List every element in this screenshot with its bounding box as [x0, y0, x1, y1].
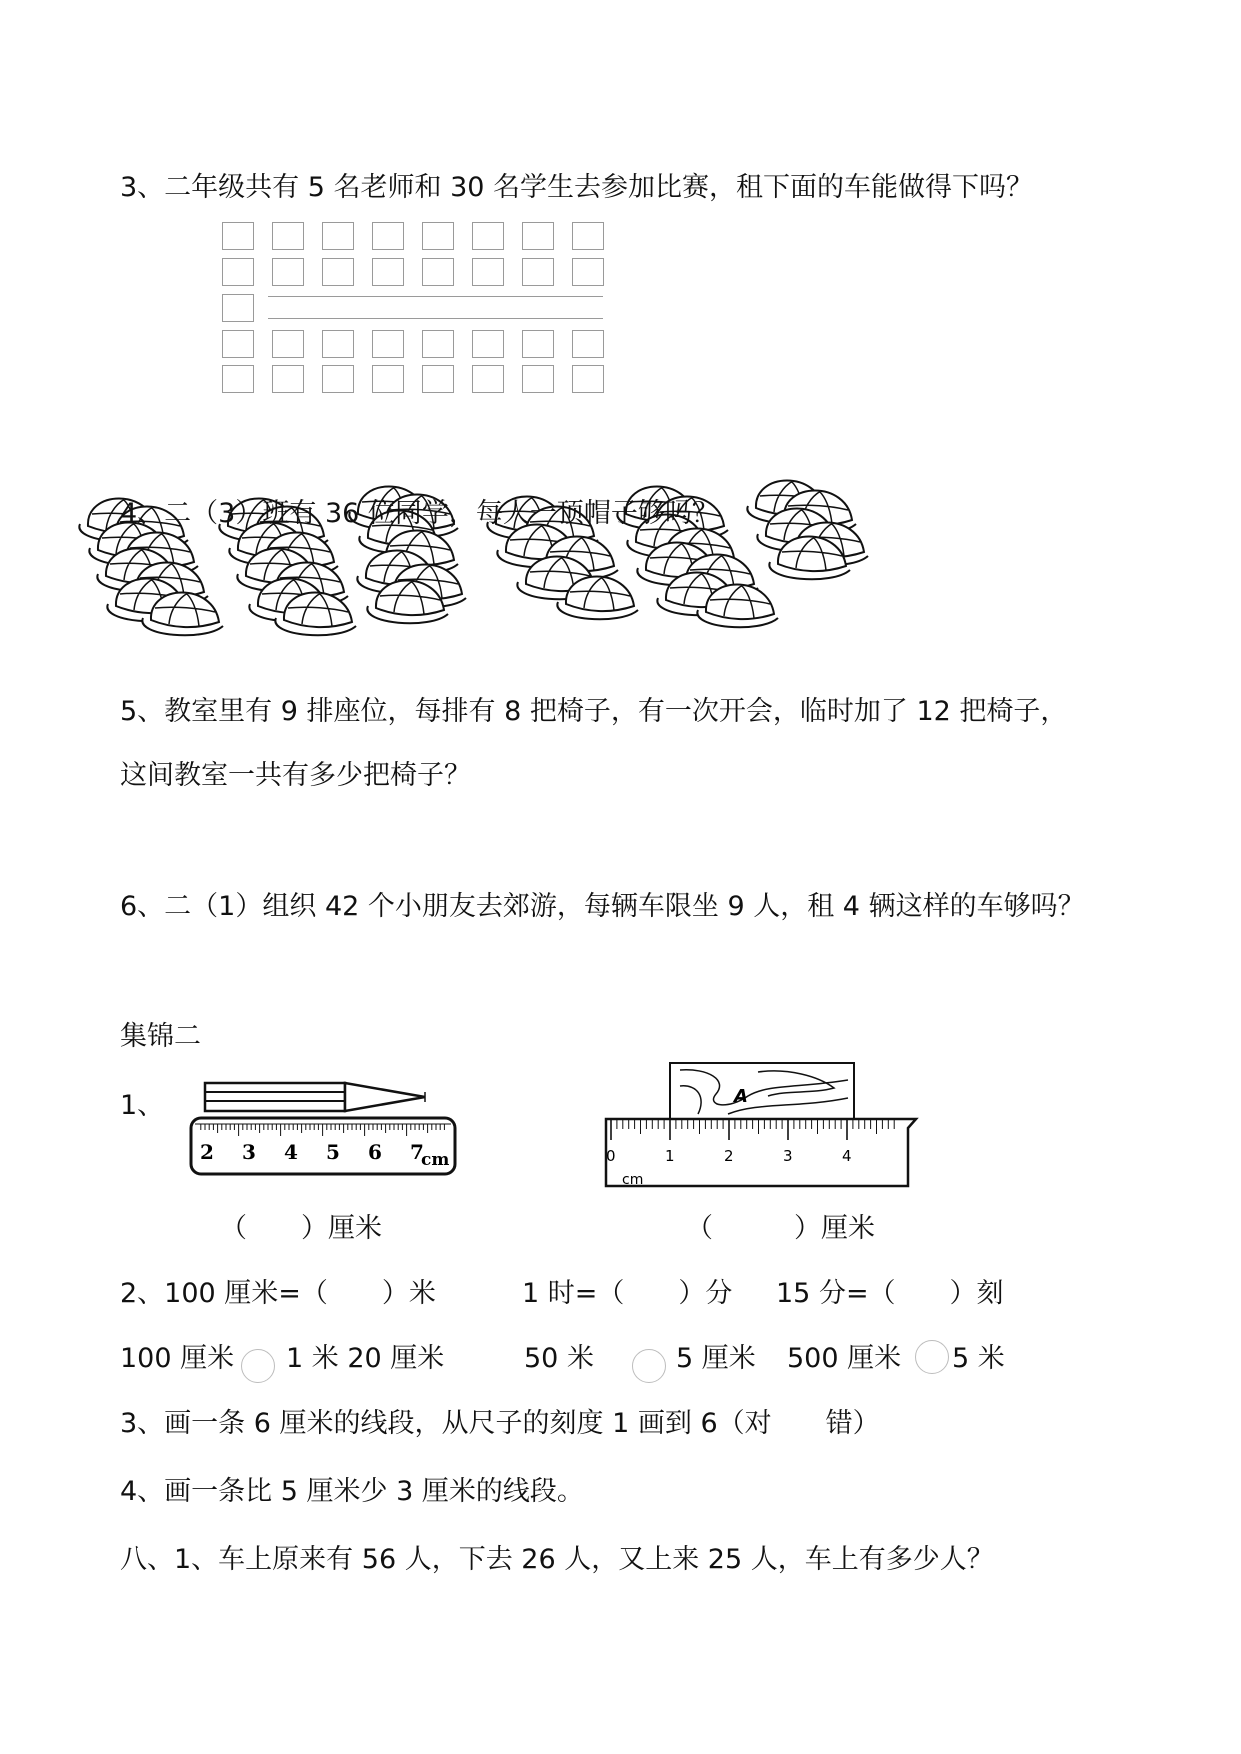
- compare-1-right: 1 米 20 厘米: [286, 1343, 445, 1374]
- seat-box: [422, 222, 454, 250]
- question-3: 3、二年级共有 5 名老师和 30 名学生去参加比赛，租下面的车能做得下吗？: [120, 172, 1034, 203]
- compare-3-right: 5 米: [952, 1343, 1005, 1374]
- seat-box: [422, 258, 454, 286]
- s2-question-2-a: 2、100 厘米=（ ）米: [120, 1278, 436, 1309]
- seat-box: [322, 365, 354, 393]
- seat-box: [272, 258, 304, 286]
- ruler-1-tick-label: 2: [200, 1140, 214, 1164]
- seat-box: [572, 330, 604, 358]
- ruler-1-tick-label: 6: [368, 1140, 382, 1164]
- compare-3-left: 500 厘米: [787, 1343, 902, 1374]
- seat-box: [522, 330, 554, 358]
- s2-question-1-label: 1、: [120, 1090, 165, 1121]
- ruler-2-tick-label: 2: [724, 1147, 734, 1165]
- section-2-title: 集锦二: [120, 1021, 201, 1052]
- compare-2-left: 50 米: [524, 1343, 594, 1374]
- compare-2-right: 5 厘米: [676, 1343, 756, 1374]
- seat-box: [222, 365, 254, 393]
- seat-box: [322, 258, 354, 286]
- ruler-1-tick-label: 4: [284, 1140, 298, 1164]
- seat-box: [272, 222, 304, 250]
- seat-box: [322, 222, 354, 250]
- question-5-line-1: 5、教室里有 9 排座位，每排有 8 把椅子，有一次开会，临时加了 12 把椅子，: [120, 696, 1068, 727]
- seat-box: [572, 365, 604, 393]
- seat-box: [372, 330, 404, 358]
- seat-box: [522, 258, 554, 286]
- compare-2-circle[interactable]: [632, 1349, 666, 1383]
- answer-1-blank[interactable]: （ ）厘米: [220, 1213, 382, 1244]
- s2-question-3: 3、画一条 6 厘米的线段，从尺子的刻度 1 画到 6（对 错）: [120, 1408, 880, 1439]
- seat-box: [272, 330, 304, 358]
- part-8-question-1: 八、1、车上原来有 56 人，下去 26 人，又上来 25 人，车上有多少人？: [120, 1544, 994, 1575]
- ruler-2-tick-label: 0: [606, 1147, 616, 1165]
- compare-3-circle[interactable]: [915, 1340, 949, 1374]
- ruler-1-unit: cm: [421, 1150, 450, 1170]
- seat-box: [222, 330, 254, 358]
- seat-box: [322, 330, 354, 358]
- seat-box: [272, 365, 304, 393]
- seat-box: [372, 365, 404, 393]
- s2-question-4: 4、画一条比 5 厘米少 3 厘米的线段。: [120, 1476, 584, 1507]
- seat-box: [522, 365, 554, 393]
- answer-2-blank[interactable]: （ ）厘米: [686, 1213, 875, 1244]
- seat-box: [572, 222, 604, 250]
- seat-box: [222, 258, 254, 286]
- ruler-icon: [606, 1119, 916, 1186]
- compare-1-left: 100 厘米: [120, 1343, 235, 1374]
- seat-box: [522, 222, 554, 250]
- s2-question-2-b: 1 时=（ ）分: [522, 1278, 733, 1309]
- ruler-1-tick-label: 7: [410, 1140, 424, 1164]
- aisle-line: [268, 318, 603, 319]
- pencil-icon: [205, 1083, 425, 1111]
- block-ruler-figure: [598, 1058, 928, 1198]
- seat-box: [222, 294, 254, 322]
- seat-box: [422, 330, 454, 358]
- seat-box: [372, 258, 404, 286]
- seat-box: [472, 365, 504, 393]
- ruler-1-tick-label: 3: [242, 1140, 256, 1164]
- ruler-2-tick-label: 3: [783, 1147, 793, 1165]
- aisle-line: [268, 296, 603, 297]
- s2-question-2-c: 15 分=（ ）刻: [776, 1278, 1004, 1309]
- seat-box: [222, 222, 254, 250]
- seat-box: [472, 258, 504, 286]
- seat-box: [572, 258, 604, 286]
- seat-box: [472, 330, 504, 358]
- seat-box: [472, 222, 504, 250]
- question-5-line-2: 这间教室一共有多少把椅子？: [120, 760, 471, 791]
- block-label: A: [734, 1086, 748, 1107]
- pencil-ruler-figure: [185, 1080, 485, 1180]
- wood-block-icon: [670, 1063, 854, 1119]
- ruler-2-tick-label: 4: [842, 1147, 852, 1165]
- ruler-2-tick-label: 1: [665, 1147, 675, 1165]
- question-6: 6、二（1）组织 42 个小朋友去郊游，每辆车限坐 9 人，租 4 辆这样的车够吗？: [120, 891, 1085, 922]
- seat-box: [422, 365, 454, 393]
- ruler-2-unit: cm: [622, 1172, 644, 1188]
- seat-box: [372, 222, 404, 250]
- question-4: 4、二（3）班有 36 位同学，每人一顶帽子够吗？: [120, 498, 719, 529]
- compare-1-circle[interactable]: [241, 1349, 275, 1383]
- ruler-1-tick-label: 5: [326, 1140, 340, 1164]
